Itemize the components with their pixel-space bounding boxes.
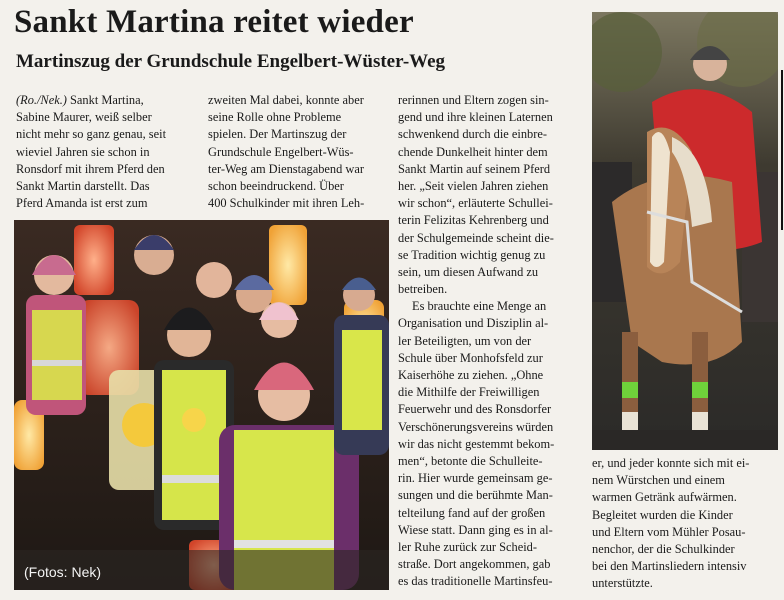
photo-credit: (Fotos: Nek) — [24, 564, 102, 580]
children-lanterns-image — [14, 220, 389, 590]
text-line: Sankt Martin auf seinem Pferd — [398, 161, 551, 176]
text-line: Schule über Monhofsfeld zur — [398, 350, 543, 365]
text-line: terin Felizitas Kehrenberg und — [398, 213, 549, 228]
text-line: Wiese statt. Dann ging es in al- — [398, 522, 553, 537]
text-line: (Ro./Nek.) Sankt Martina, — [16, 93, 144, 107]
text-line: der Schulgemeinde scheint die- — [398, 230, 554, 245]
text-line: Feuerwehr und des Ronsdorfer — [398, 402, 552, 417]
text-line: Begleitet wurden die Kinder — [592, 507, 733, 522]
article-column-4 — [592, 455, 778, 593]
text-line: wir schon“, erläuterte Schullei- — [398, 196, 553, 211]
text-line: 400 Schulkinder mit ihren Leh- — [208, 196, 365, 211]
text-line: rin. Hier wurde gemeinsam ge- — [398, 471, 553, 486]
text-line: sein, um diesen Aufwand zu — [398, 264, 539, 279]
text-line: es das traditionelle Martinsfeu- — [398, 574, 553, 589]
children-lanterns-photo — [14, 220, 389, 590]
text-line: warmen Getränk aufwärmen. — [592, 490, 737, 505]
text-line: Grundschule Engelbert-Wüs- — [208, 144, 354, 159]
text-line: Pferd Amanda ist erst zum — [16, 196, 148, 211]
text-line: und Eltern vom Mühler Posau- — [592, 524, 746, 539]
text-line-rest: Sankt Martina, — [70, 93, 144, 107]
text-line: Sankt Martin darstellt. Das — [16, 178, 150, 193]
text-line: betreiben. — [398, 282, 448, 297]
text-line: Ronsdorf mit ihrem Pferd den — [16, 161, 165, 176]
column-rule — [781, 70, 783, 230]
subheadline: Martinszug der Grundschule Engelbert-Wüster-Weg — [16, 51, 446, 72]
article-column-2 — [208, 92, 388, 212]
text-line: men“, betonte die Schulleite- — [398, 453, 543, 468]
text-line: ler Beteiligten, um von der — [398, 333, 532, 348]
text-line: telteilung fand auf der großen — [398, 505, 546, 520]
text-line: Organisation und Disziplin al- — [398, 316, 549, 331]
text-line: wir das nicht gestemmt bekom- — [398, 436, 555, 451]
text-line: Verschönerungsvereins würden — [398, 419, 554, 434]
article-column-1 — [16, 92, 198, 212]
text-line: ter-Weg am Dienstagabend war — [208, 161, 364, 176]
text-line: bei den Martinsliedern intensiv — [592, 559, 747, 574]
text-line: se Tradition wichtig genug zu — [398, 247, 546, 262]
text-line: zweiten Mal dabei, konnte aber — [208, 93, 364, 107]
text-line: Es brauchte eine Menge an — [412, 299, 547, 314]
text-line: nenchor, der die Schulkinder — [592, 541, 735, 556]
text-line: seine Rolle ohne Probleme — [208, 110, 342, 125]
text-line: sungen und die berühmte Man- — [398, 488, 553, 503]
text-line: ler Ruhe zurück zur Scheid- — [398, 539, 537, 554]
saint-martin-horse-image — [592, 12, 778, 450]
text-line: unterstützte. — [592, 576, 653, 591]
text-line: er, und jeder konnte sich mit ei- — [592, 456, 750, 470]
text-line: schon beeindruckend. Über — [208, 178, 344, 193]
text-line: straße. Dort angekommen, gab — [398, 557, 551, 572]
text-line: gend und ihre kleinen Laternen — [398, 110, 553, 125]
article-column-3 — [398, 92, 580, 590]
text-line: die Mithilfe der Freiwilligen — [398, 385, 540, 400]
saint-martin-horse-photo — [592, 12, 778, 450]
text-line: Sabine Maurer, weiß selber — [16, 110, 152, 125]
text-line: rerinnen und Eltern zogen sin- — [398, 93, 549, 107]
headline: Sankt Martina reitet wieder — [14, 4, 414, 40]
text-line: nicht mehr so ganz genau, seit — [16, 127, 167, 142]
text-line: her. „Seit vielen Jahren ziehen — [398, 178, 549, 193]
text-line: Kaiserhöhe zu ziehen. „Ohne — [398, 368, 544, 382]
text-line: schwenkend durch die einbre- — [398, 127, 547, 142]
text-line: chende Dunkelheit hinter dem — [398, 144, 548, 159]
text-line: nem Würstchen und einem — [592, 473, 725, 488]
text-line: wieviel Jahren sie schon in — [16, 144, 150, 159]
text-line: spielen. Der Martinszug der — [208, 127, 347, 142]
